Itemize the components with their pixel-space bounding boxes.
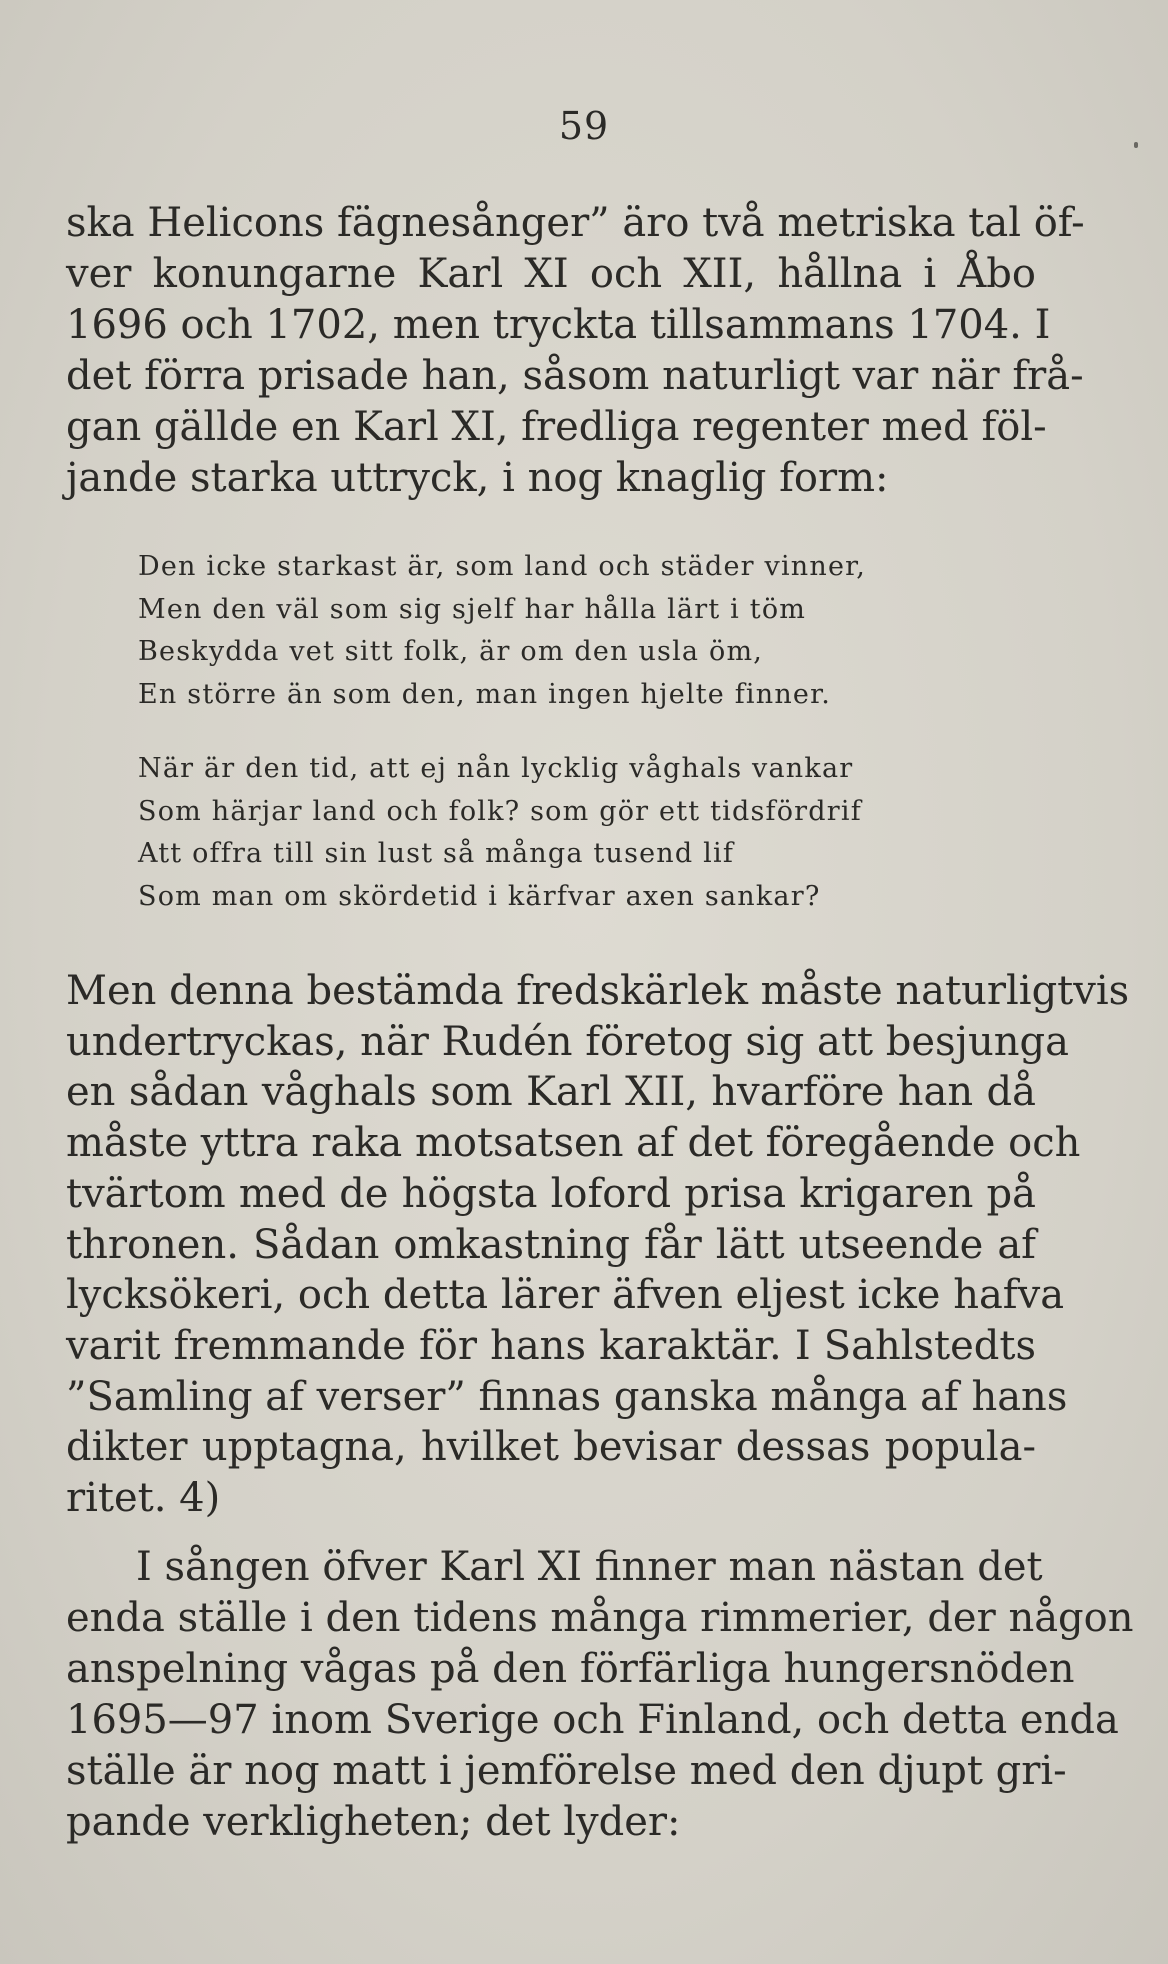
text-line: enda ställe i den tidens många rimmerier, der någon bbox=[66, 1595, 1134, 1641]
text-line: tvärtom med de högsta loford prisa krigaren på bbox=[66, 1170, 1036, 1217]
text-line: lycksökeri, och detta lärer äfven eljest icke hafva bbox=[66, 1272, 1065, 1319]
text-line: thronen. Sådan omkastning får lätt utseende af bbox=[66, 1221, 1036, 1268]
verse-line: Den icke starkast är, som land och städer vinner, bbox=[138, 551, 867, 582]
verse-line: Beskydda vet sitt folk, är om den usla öm, bbox=[138, 636, 764, 667]
page-number: 59 bbox=[558, 104, 610, 148]
verse-stanza-2 bbox=[138, 748, 998, 918]
text-line: varit fremmande för hans karaktär. I Sahlstedts bbox=[66, 1322, 1036, 1369]
text-line: ritet. 4) bbox=[66, 1475, 221, 1522]
paragraph-peace-love bbox=[66, 966, 1130, 1524]
text-line: gan gällde en Karl XI, fredliga regenter med föl- bbox=[66, 404, 1047, 450]
text-line: ”Samling af verser” finnas ganska många af hans bbox=[66, 1373, 1068, 1420]
text-line: det förra prisade han, såsom naturligt var när frå- bbox=[66, 353, 1084, 399]
text-line: dikter upptagna, hvilket bevisar dessas popula- bbox=[66, 1424, 1036, 1471]
verse-line: När är den tid, att ej nån lycklig våghals vankar bbox=[138, 753, 854, 784]
text-line: jande starka uttryck, i nog knaglig form: bbox=[66, 455, 889, 501]
text-line: ska Helicons fägnesånger” äro två metriska tal öf- bbox=[66, 200, 1085, 246]
verse-line: En större än som den, man ingen hjelte finner. bbox=[138, 678, 832, 710]
text-line: Men denna bestämda fredskärlek måste naturligtvis bbox=[66, 968, 1130, 1014]
text-line: 1695—97 inom Sverige och Finland, och detta enda bbox=[66, 1697, 1119, 1743]
verse-line: Men den väl som sig sjelf har hålla lärt i töm bbox=[138, 593, 807, 625]
text-line: anspelning vågas på den förfärliga hungersnöden bbox=[66, 1646, 1075, 1692]
verse-line: Som härjar land och folk? som gör ett tidsfördrif bbox=[138, 795, 862, 827]
verse-stanza-1 bbox=[138, 546, 998, 716]
verse-line: Att offra till sin lust så många tusend lif bbox=[138, 838, 735, 869]
paragraph-famine bbox=[66, 1542, 1134, 1848]
text-line: ställe är nog matt i jemförelse med den djupt gri- bbox=[66, 1748, 1067, 1794]
paragraph-intro bbox=[66, 198, 1085, 504]
text-line: 1696 och 1702, men tryckta tillsammans 1704. I bbox=[66, 302, 1051, 348]
text-line: ver konungarne Karl XI och XII, hållna i Åbo bbox=[66, 251, 1036, 297]
text-line: en sådan våghals som Karl XII, hvarföre han då bbox=[66, 1069, 1036, 1116]
text-line: I sången öfver Karl XI finner man nästan det bbox=[136, 1544, 1043, 1590]
verse-line: Som man om skördetid i kärfvar axen sankar? bbox=[138, 880, 821, 912]
text-line: måste yttra raka motsatsen af det föregående och bbox=[66, 1120, 1081, 1167]
text-line: pande verkligheten; det lyder: bbox=[66, 1799, 681, 1845]
text-line: undertryckas, när Rudén företog sig att besjunga bbox=[66, 1018, 1069, 1065]
